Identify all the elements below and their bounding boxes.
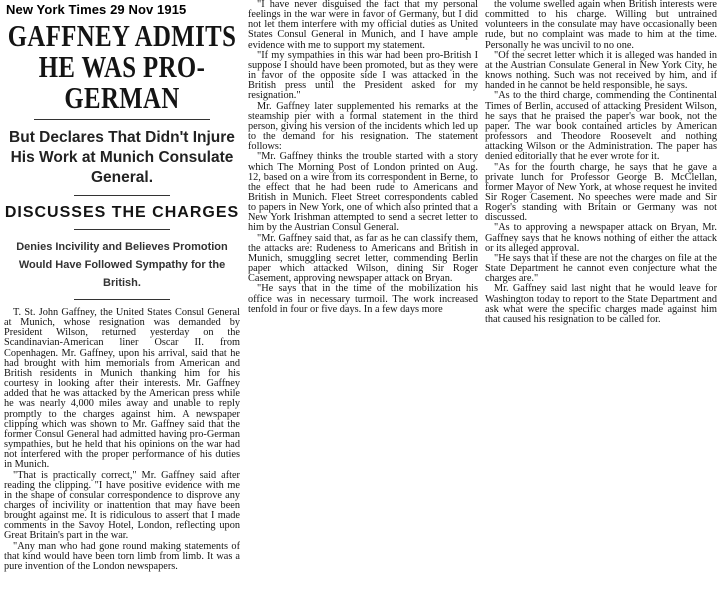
column-1 xyxy=(4,20,240,610)
article-body-column-1 xyxy=(4,308,240,572)
paragraph: "As to the third charge, commending the Continental Times of Berlin, accused of attacking President Wilson, he says that he praised the paper's war book, not the paper. The war book contained articles by American professors and Theodore Roosevelt and nothing attacking Wilson or the Administration. The paper has denied editorially that he ever wrote for it. xyxy=(485,90,717,163)
paragraph: "Any man who had gone round making statements of that kind would have been torn limb from limb. It was a pure invention of the London newspapers. xyxy=(4,540,240,572)
paragraph: "I have never disguised the fact that my personal feelings in the war were in favor of Germany, but I did not let them interfere with my official duties as United States Consul General in Munich, and I have ample evidence with me to support my statement. xyxy=(248,0,478,51)
paragraph: "That is practically correct," Mr. Gaffney said after reading the clipping. "I have positive evidence with me in the shape of consular correspondence to disprove any charges of incivility or inattention that may have been brought against me. It is ridiculous to assert that I made comments in the Savoy Hotel, London, reflecting upon Great Britain's part in the war. xyxy=(4,469,240,542)
paragraph: "He says that in the time of the mobilization his office was in necessary turmoil. The work increased tenfold in four or five days. In a few days more xyxy=(248,283,478,315)
dateline: New York Times 29 Nov 1915 xyxy=(6,2,187,17)
paragraph: T. St. John Gaffney, the United States Consul General at Munich, whose resignation was demanded by President Wilson, returned yesterday on the Scandinavian-American liner Oscar II. from Copenhagen. Mr. Gaffney, upon his arrival, said that he had brought with him memorials from American and British residents in Munich thanking him for his courtesy in looking after their interests. Mr. Gaffney added that he was attacked by the American press while he was nearly 4,000 miles away and unable to reply promptly to the charges against him. A newspaper clipping which was shown to Mr. Gaffney said that the former Consul General had admitted having pro-German sympathies, but he held that his opinions on the war had not interfered with the proper performance of his duties in Munich. xyxy=(4,307,240,471)
paragraph: "If my sympathies in this war had been pro-British I suppose I should have been promoted, but as they were in favor of the opposite side I was attacked in the British press until the President asked for my resignation." xyxy=(248,49,478,102)
paragraph: Mr. Gaffney said last night that he would leave for Washington today to report to the State Department and ask what were the specific charges made against him that caused his resignation to be called for. xyxy=(485,283,717,325)
headline-line-1: GAFFNEY ADMITS xyxy=(7,20,237,53)
paragraph: "As to approving a newspaper attack on Bryan, Mr. Gaffney says that he knows nothing of either the attack or its alleged approval. xyxy=(485,222,717,254)
paragraph: "As for the fourth charge, he says that he gave a private lunch for Professor George B. McClellan, former Mayor of New York, at whose request he invited Sir Roger Casement. No speeches were made and Sir Roger's standing with Britain or Germany was not discussed. xyxy=(485,161,717,224)
paragraph: Mr. Gaffney later supplemented his remarks at the steamship pier with a formal statement in the third person, giving his version of the incidents which led up to the demand for his resignation. The statement follows: xyxy=(248,100,478,153)
divider-rule xyxy=(74,299,170,300)
headline-line-2: HE WAS PRO-GERMAN xyxy=(38,49,206,115)
paragraph: "Of the secret letter which it is alleged was handed in at the Austrian Consulate General in New York City, he knows nothing. Such was not received by him, and if handed in he cannot be held responsible, he says. xyxy=(485,49,717,92)
column-2 xyxy=(248,0,478,335)
deck-first: But Declares That Didn't Injure His Work at Munich Consulate General. xyxy=(9,129,235,186)
column-3 xyxy=(485,0,717,418)
divider-rule xyxy=(74,229,170,230)
paragraph: "Mr. Gaffney said that, as far as he can classify them, the attacks are: Rudeness to Americans and British in Munich, smuggling secret letter, commending Berlin paper which attacked Wilson, dining Sir Roger Casement, approving newspaper attack on Bryan. xyxy=(248,232,478,285)
paragraph: "Mr. Gaffney thinks the trouble started with a story which The Morning Post of London printed on Aug. 12, based on a wire from its correspondent in Berne, to the effect that he had been rude to Americans and British in Munich. Fleet Street correspondents cabled to papers in New York, one of which also printed that a New York Irishman attempted to send a secret letter to him by the Austrian Consul General. xyxy=(248,151,478,234)
divider-rule xyxy=(74,195,170,196)
article-body-column-2 xyxy=(248,0,478,315)
deck-third: Denies Incivility and Believes Promotion Would Have Followed Sympathy for the British. xyxy=(16,241,228,289)
paragraph: the volume swelled again when British interests were committed to his charge. Willing but untrained volunteers in the consulate may have occasionally been rude, but no complaint was made to him at the time. Personally he was uncivil to no one. xyxy=(485,0,717,51)
article-body-column-3 xyxy=(485,0,717,325)
deck-second: DISCUSSES THE CHARGES xyxy=(4,204,240,221)
divider-rule xyxy=(34,119,210,120)
paragraph: "He says that if these are not the charges on file at the State Department he cannot even conjecture what the charges are." xyxy=(485,252,717,285)
